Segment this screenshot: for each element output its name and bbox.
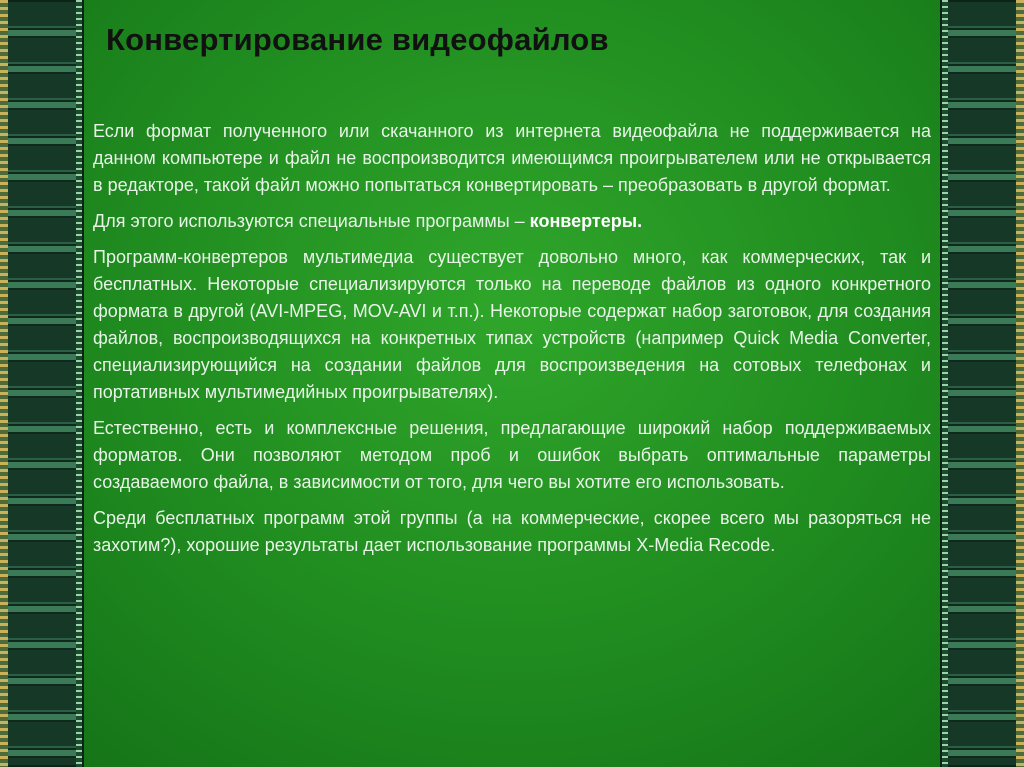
memory-strip-right: [940, 0, 1024, 767]
slide-body: [93, 118, 931, 568]
paragraph-complex: Естественно, есть и комплексные решения, предлагающие широкий набор поддерживаемых форматов. Они позволяют методом проб и ошибок выбрать оптимальные параметры создаваемого файла, в зависимости от того, для чего вы хотите его использовать.: [93, 418, 931, 492]
paragraph-free: Среди бесплатных программ этой группы (а на коммерческие, скорее всего мы разоряться не захотим?), хорошие результаты дает использование программы X-Media Recode.: [93, 508, 931, 555]
paragraph-intro: Если формат полученного или скачанного из интернета видеофайла не поддерживается на данном компьютере и файл не воспроизводится имеющимся проигрывателем или не открывается в редакторе, такой файл можно попытаться конвертировать – преобразовать в другой формат.: [93, 121, 931, 195]
content-panel: [84, 0, 940, 767]
converters-intro-text: Для этого используются специальные программы –: [93, 211, 530, 231]
paragraph-converters: [93, 208, 931, 235]
memory-strip-left: [0, 0, 84, 767]
paragraph-types: Программ-конвертеров мультимедиа существует довольно много, как коммерческих, так и бесплатных. Некоторые специализируются только на переводе файлов из одного конкретного формата в другой (AVI-MPEG, MOV-AVI и т.п.). Некоторые содержат набор заготовок, для создания файлов, воспроизводящихся на конкретных типах устройств (например Quick Media Converter, специализирующийся на создании файлов для воспроизведения на сотовых телефонах и портативных мультимедийных проигрывателях).: [93, 247, 931, 402]
converters-term: конвертеры.: [529, 211, 643, 231]
slide-title: Конвертирование видеофайлов: [106, 22, 609, 57]
